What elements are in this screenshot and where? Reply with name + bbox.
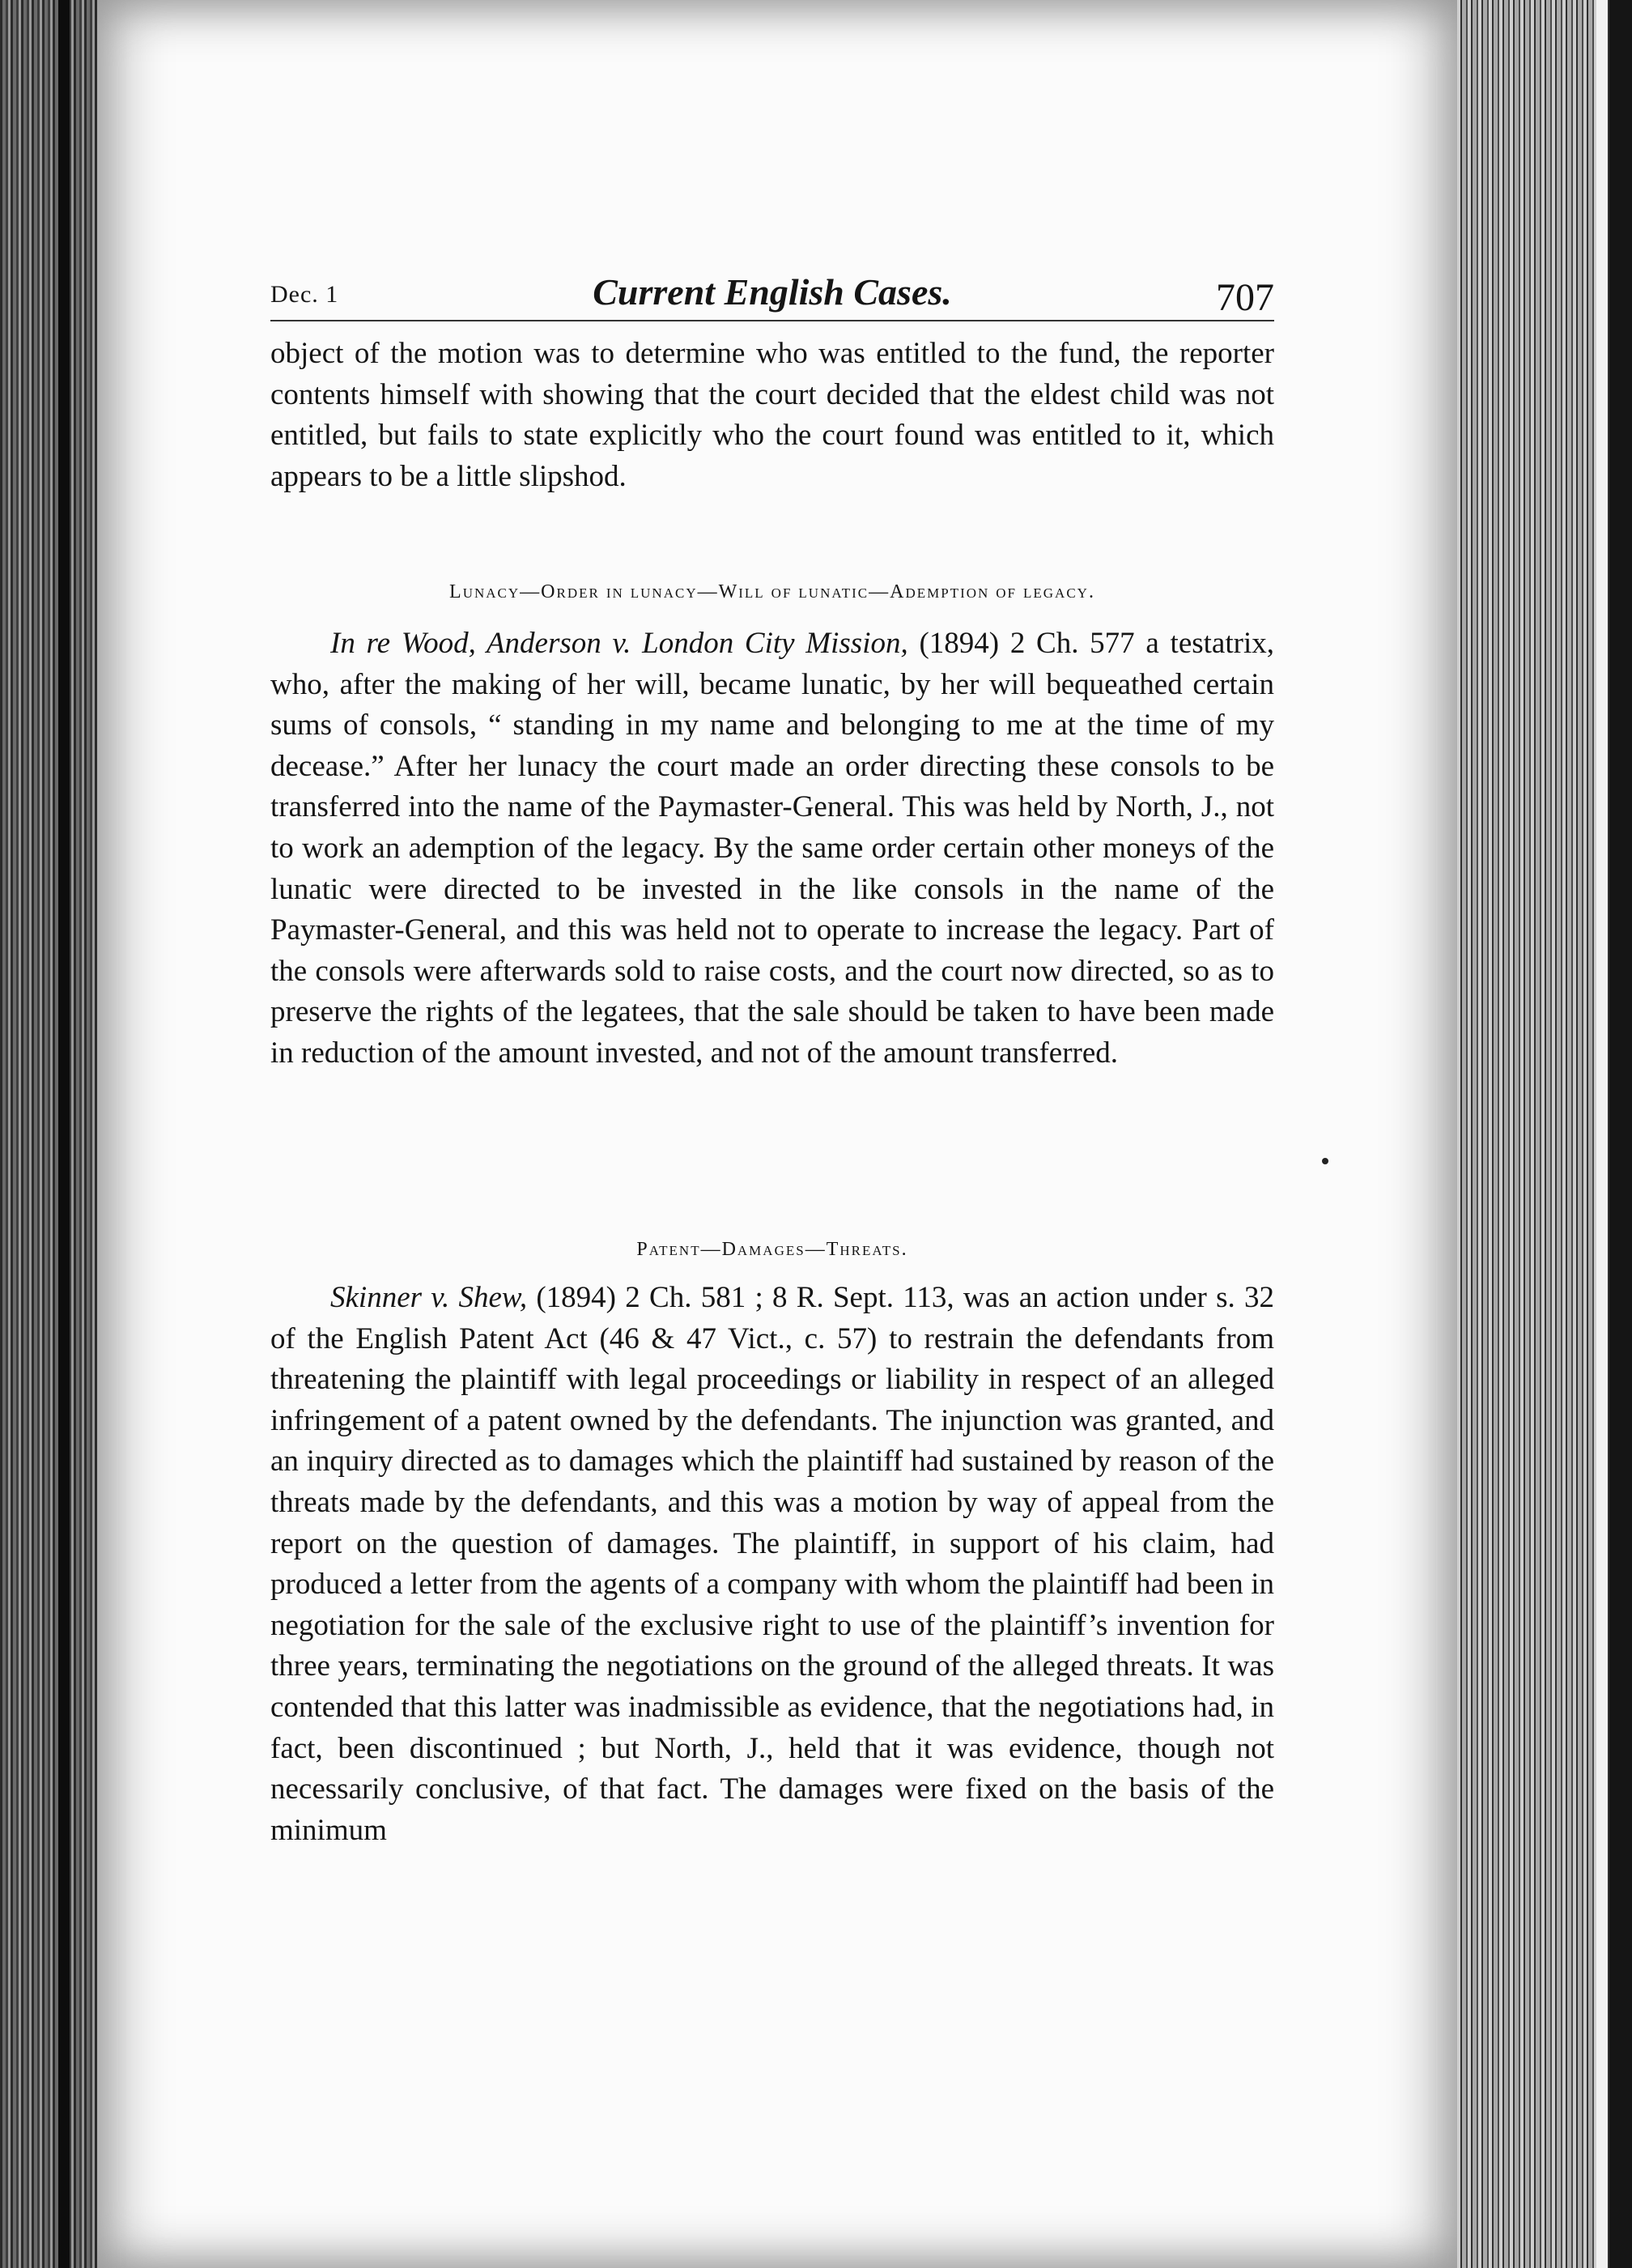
header-title: Current English Cases. [593,271,952,313]
scan-border-left [0,0,97,2268]
running-header [270,263,1274,321]
paragraph-wood-case [270,623,1274,1074]
paragraph-skinner-case [270,1278,1274,1851]
paragraph-wood-text: (1894) 2 Ch. 577 a testatrix, who, after the making of her will, became lunatic, by her will bequeathed certain sums of consols, “ standing in my name and belonging to me at the time of my decease.” After her lunacy the court made an order directing these consols to be transferred into the name of the Paymaster-General. This was held by North, J., not to work an ademption of the legacy. By the same order certain other moneys of the lunatic were directed to be invested in the like consols in the name of the Paymaster-General, and this was held not to operate to increase the legacy. Part of the consols were afterwards sold to raise costs, and the court now directed, so as to preserve the rights of the legatees, that the sale should be taken to have been made in reduction of the amount invested, and not of the amount transferred. [270,627,1274,1070]
paragraph-continuation: object of the motion was to determine who was entitled to the fund, the reporter contents himself with showing that the court decided that the eldest child was not entitled, but fails to state explicitly who the court found was entitled to it, which appears to be a little slipshod. [270,337,1274,493]
section-heading-patent: Patent—Damages—Threats. [636,1239,908,1260]
header-date: Dec. 1 [270,281,339,308]
paragraph-skinner-text: (1894) 2 Ch. 581 ; 8 R. Sept. 113, was an action under s. 32 of the English Patent Act (46 & 47 Vict., c. 57) to restrain the defendants from threatening the plaintiff with legal proceedings or liability in respect of an alleged infringement of a patent owned by the defendants. The injunction was granted, and an inquiry directed as to damages which the plaintiff had sustained by reason of the threats made by the defendants, and this was a motion by way of appeal from the report on the question of damages. The plaintiff, in support of his claim, had produced a letter from the agents of a company with whom the plaintiff had been in negotiation for the sale of the exclusive right to use of the plaintiff’s invention for three years, terminating the negotiations on the ground of the alleged threats. It was contended that this latter was inadmissible as evidence, that the negotiations had, in fact, been discontinued ; but North, J., held that it was evidence, though not necessarily conclusive, of that fact. The damages were fixed on the basis of the minimum [270,1281,1274,1847]
case-name-wood: In re Wood, Anderson v. London City Mission, [330,627,908,660]
scan-spine-left [58,0,70,2268]
page-edge-right [1596,0,1608,2268]
section-heading-lunacy: Lunacy—Order in lunacy—Will of lunatic—Ademption of legacy. [449,581,1095,602]
case-name-skinner: Skinner v. Shew, [330,1281,528,1314]
scan-spine-right [1609,0,1632,2268]
ink-speck [1322,1158,1328,1164]
page-number: 707 [1216,276,1274,319]
